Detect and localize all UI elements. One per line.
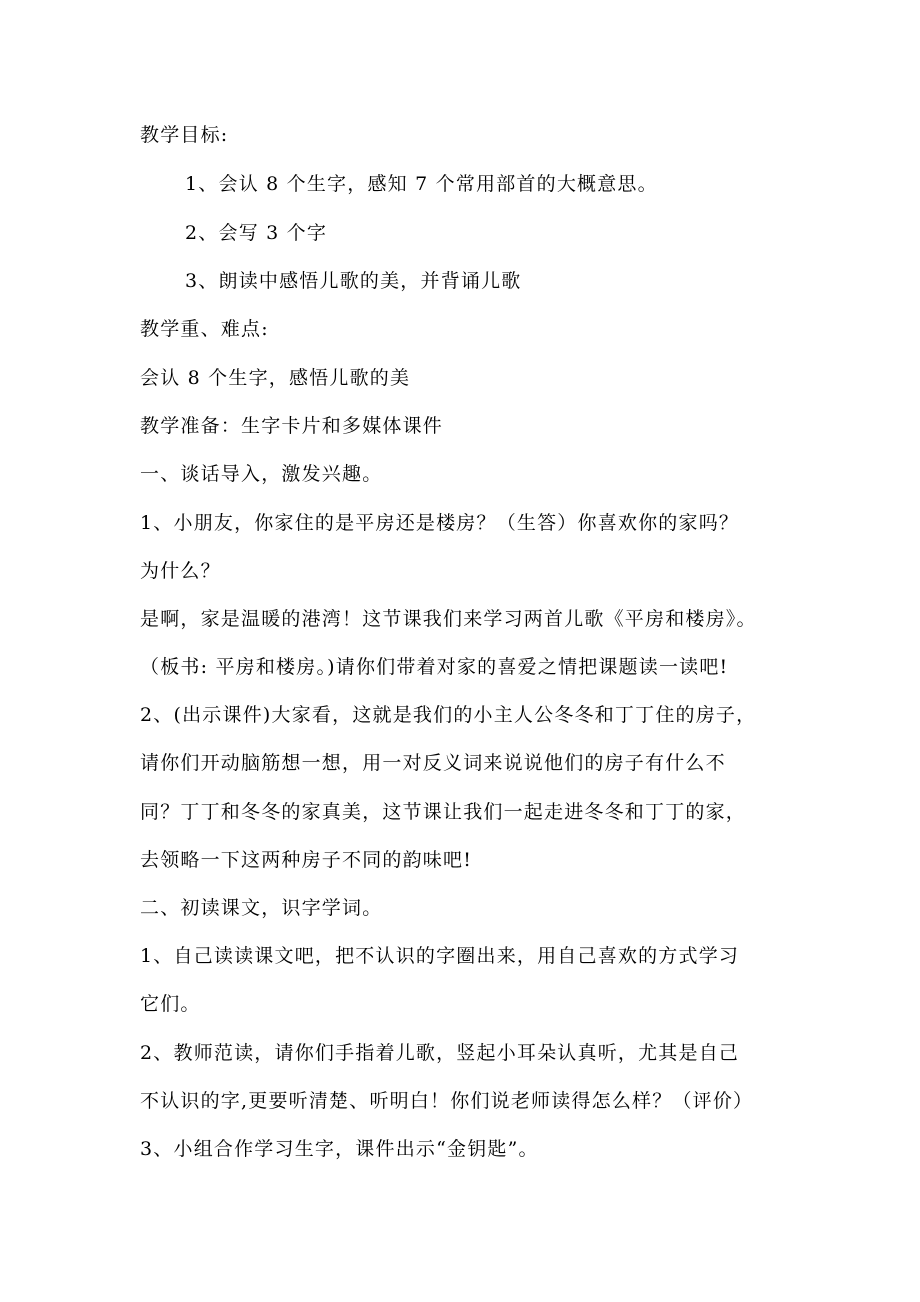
paragraph-line: （板书: 平房和楼房。)请你们带着对家的喜爱之情把课题读一读吧!: [140, 656, 729, 678]
goal-item-2: 2、会写 3 个字: [185, 222, 328, 244]
goal-item-3: 3、朗读中感悟儿歌的美，并背诵儿歌: [185, 270, 522, 292]
paragraph-line: 2、(出示课件)大家看，这就是我们的小主人公冬冬和丁丁住的房子，: [140, 704, 757, 726]
paragraph-line: 它们。: [140, 993, 201, 1015]
goal-item-1: 1、会认 8 个生字，感知 7 个常用部首的大概意思。: [185, 173, 658, 195]
paragraph-line: 请你们开动脑筋想一想，用一对反义词来说说他们的房子有什么不: [140, 752, 726, 774]
key-points-text: 会认 8 个生字，感悟儿歌的美: [140, 367, 411, 389]
section-heading-2: 二、初读课文，识字学词。: [140, 897, 383, 919]
teaching-preparation: 教学准备：生字卡片和多媒体课件: [140, 415, 444, 437]
paragraph-line: 1、自己读读课文吧，把不认识的字圈出来，用自己喜欢的方式学习: [140, 945, 740, 967]
heading-key-points: 教学重、难点:: [140, 318, 269, 340]
section-heading-1: 一、谈话导入，激发兴趣。: [140, 463, 383, 485]
heading-teaching-goals: 教学目标:: [140, 124, 229, 146]
paragraph-line: 为什么？: [140, 560, 221, 582]
paragraph-line: 1、小朋友，你家住的是平房还是楼房？（生答）你喜欢你的家吗？: [140, 512, 740, 534]
paragraph-line: 3、小组合作学习生字，课件出示“金钥匙”。: [140, 1138, 539, 1160]
paragraph-line: 是啊，家是温暖的港湾！这节课我们来学习两首儿歌《平房和楼房》。: [140, 608, 757, 630]
paragraph-line: 去领略一下这两种房子不同的韵味吧!: [140, 849, 473, 871]
paragraph-line: 2、教师范读，请你们手指着儿歌，竖起小耳朵认真听，尤其是自己: [140, 1042, 740, 1064]
paragraph-line: 不认识的字,更要听清楚、听明白！你们说老师读得怎么样？（评价）: [140, 1090, 754, 1112]
paragraph-line: 同？丁丁和冬冬的家真美，这节课让我们一起走进冬冬和丁丁的家，: [140, 801, 747, 823]
